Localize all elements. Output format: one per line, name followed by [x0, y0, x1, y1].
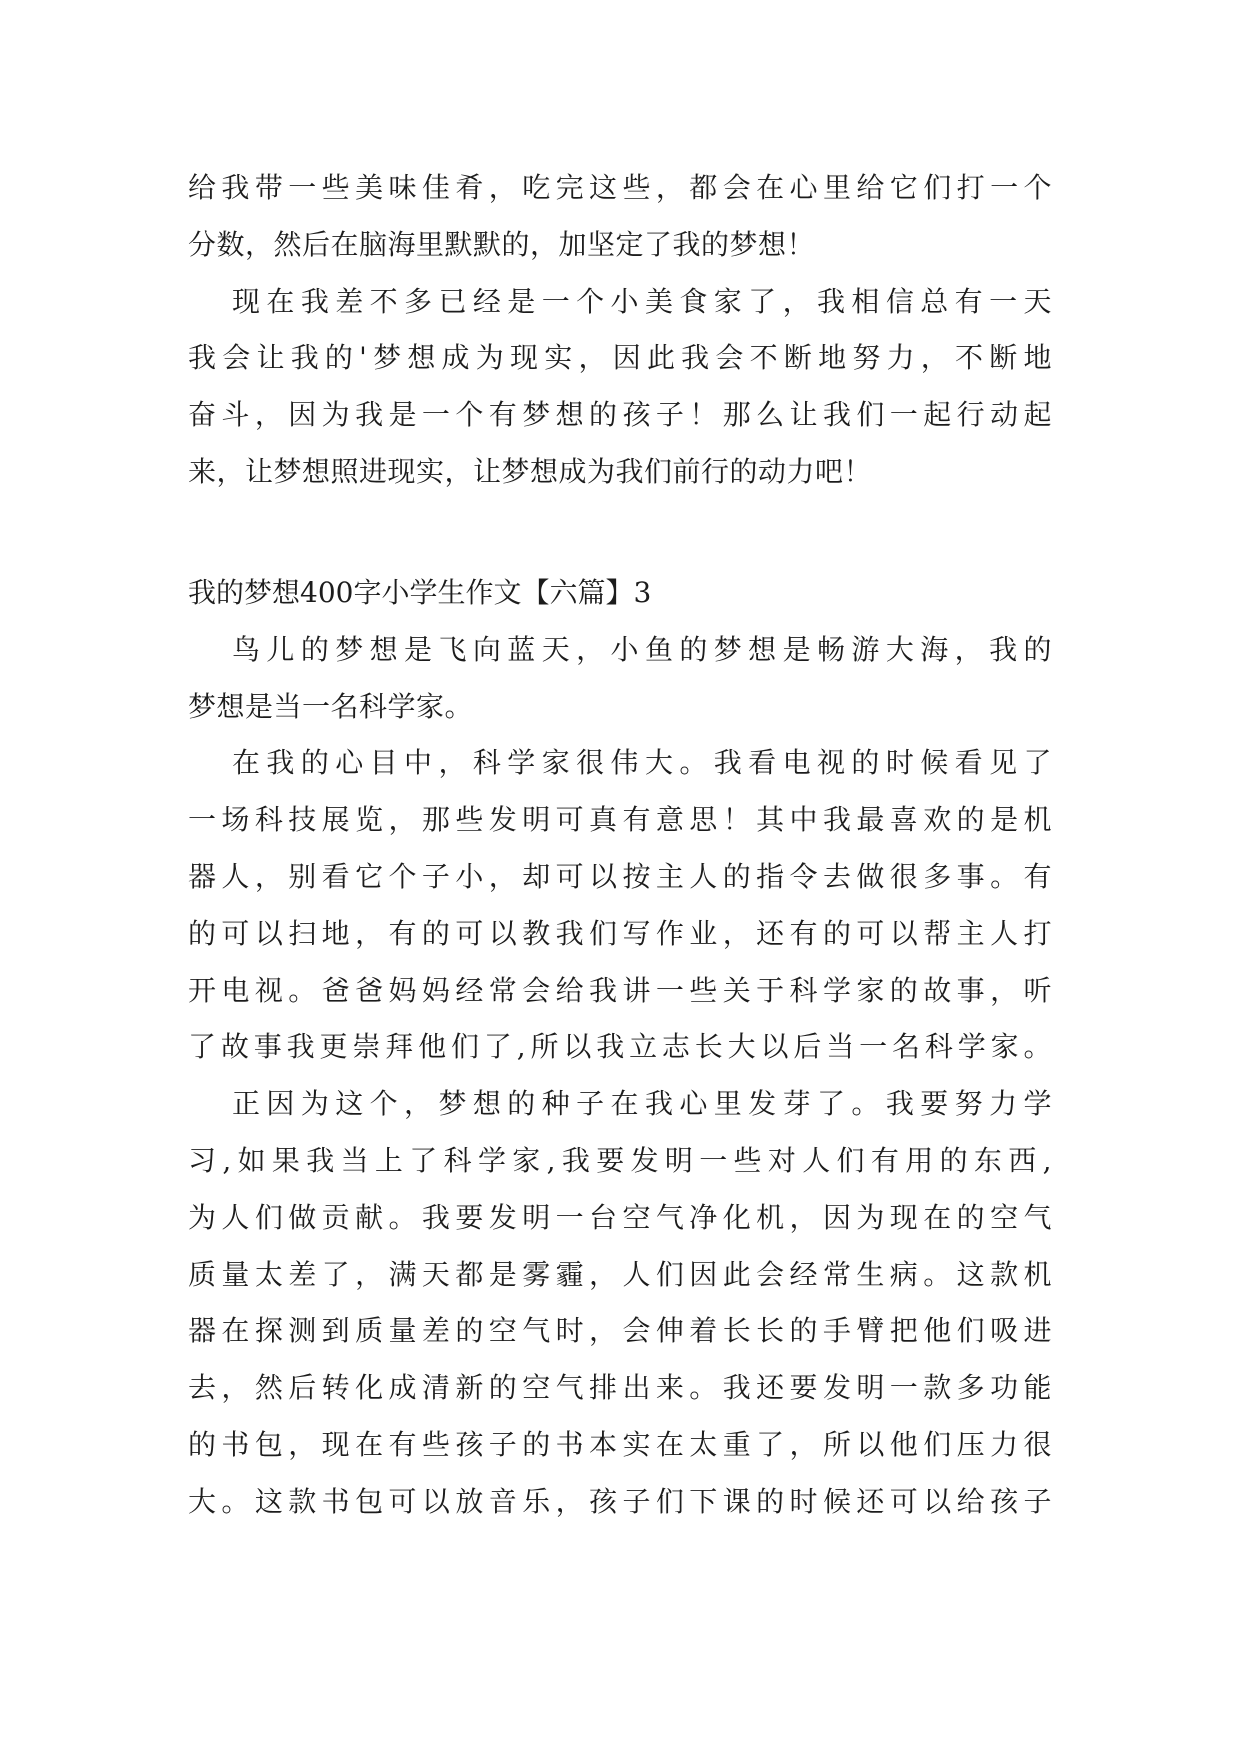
- body-line: 的可以扫地，有的可以教我们写作业，还有的可以帮主人打: [188, 916, 1052, 950]
- body-line: 现在我差不多已经是一个小美食家了，我相信总有一天: [232, 284, 1052, 318]
- body-line: 开电视。爸爸妈妈经常会给我讲一些关于科学家的故事，听: [188, 973, 1052, 1007]
- body-line: 质量太差了，满天都是雾霾，人们因此会经常生病。这款机: [188, 1257, 1052, 1291]
- paragraph: [188, 274, 1052, 501]
- essay-heading: 我的梦想400字小学生作文【六篇】3: [188, 576, 652, 609]
- body-line: 一场科技展览，那些发明可真有意思！其中我最喜欢的是机: [188, 803, 1052, 837]
- body-line: 大。这款书包可以放音乐，孩子们下课的时候还可以给孩子: [188, 1484, 1052, 1518]
- paragraph: [188, 160, 1052, 274]
- body-line: 梦想是当一名科学家。: [188, 689, 474, 723]
- body-line: 分数，然后在脑海里默默的，加坚定了我的梦想！: [188, 227, 816, 261]
- paragraph: [188, 735, 1052, 1076]
- paragraph: [188, 1076, 1052, 1530]
- body-line: 正因为这个，梦想的种子在我心里发芽了。我要努力学: [232, 1087, 1052, 1121]
- body-line: 器在探测到质量差的空气时，会伸着长长的手臂把他们吸进: [188, 1314, 1052, 1348]
- body-line: 为人们做贡献。我要发明一台空气净化机，因为现在的空气: [188, 1200, 1052, 1234]
- body-line: 去，然后转化成清新的空气排出来。我还要发明一款多功能: [188, 1371, 1052, 1405]
- body-line: 习,如果我当上了科学家,我要发明一些对人们有用的东西,: [188, 1143, 1052, 1177]
- body-line: 在我的心目中，科学家很伟大。我看电视的时候看见了: [232, 746, 1052, 780]
- body-line: 我会让我的'梦想成为现实，因此我会不断地努力，不断地: [188, 341, 1052, 375]
- body-line: 奋斗，因为我是一个有梦想的孩子！那么让我们一起行动起: [188, 398, 1052, 432]
- essay-3-section: [188, 565, 1052, 1531]
- paragraph: [188, 622, 1052, 736]
- essay-continued-section: [188, 160, 1052, 501]
- body-line: 鸟儿的梦想是飞向蓝天，小鱼的梦想是畅游大海，我的: [232, 632, 1052, 666]
- body-line: 器人，别看它个子小，却可以按主人的指令去做很多事。有: [188, 859, 1052, 893]
- body-line: 给我带一些美味佳肴，吃完这些，都会在心里给它们打一个: [188, 171, 1052, 204]
- body-line: 了故事我更崇拜他们了,所以我立志长大以后当一名科学家。: [188, 1030, 1052, 1064]
- body-line: 来，让梦想照进现实，让梦想成为我们前行的动力吧！: [188, 454, 873, 488]
- body-line: 的书包，现在有些孩子的书本实在太重了，所以他们压力很: [188, 1427, 1052, 1461]
